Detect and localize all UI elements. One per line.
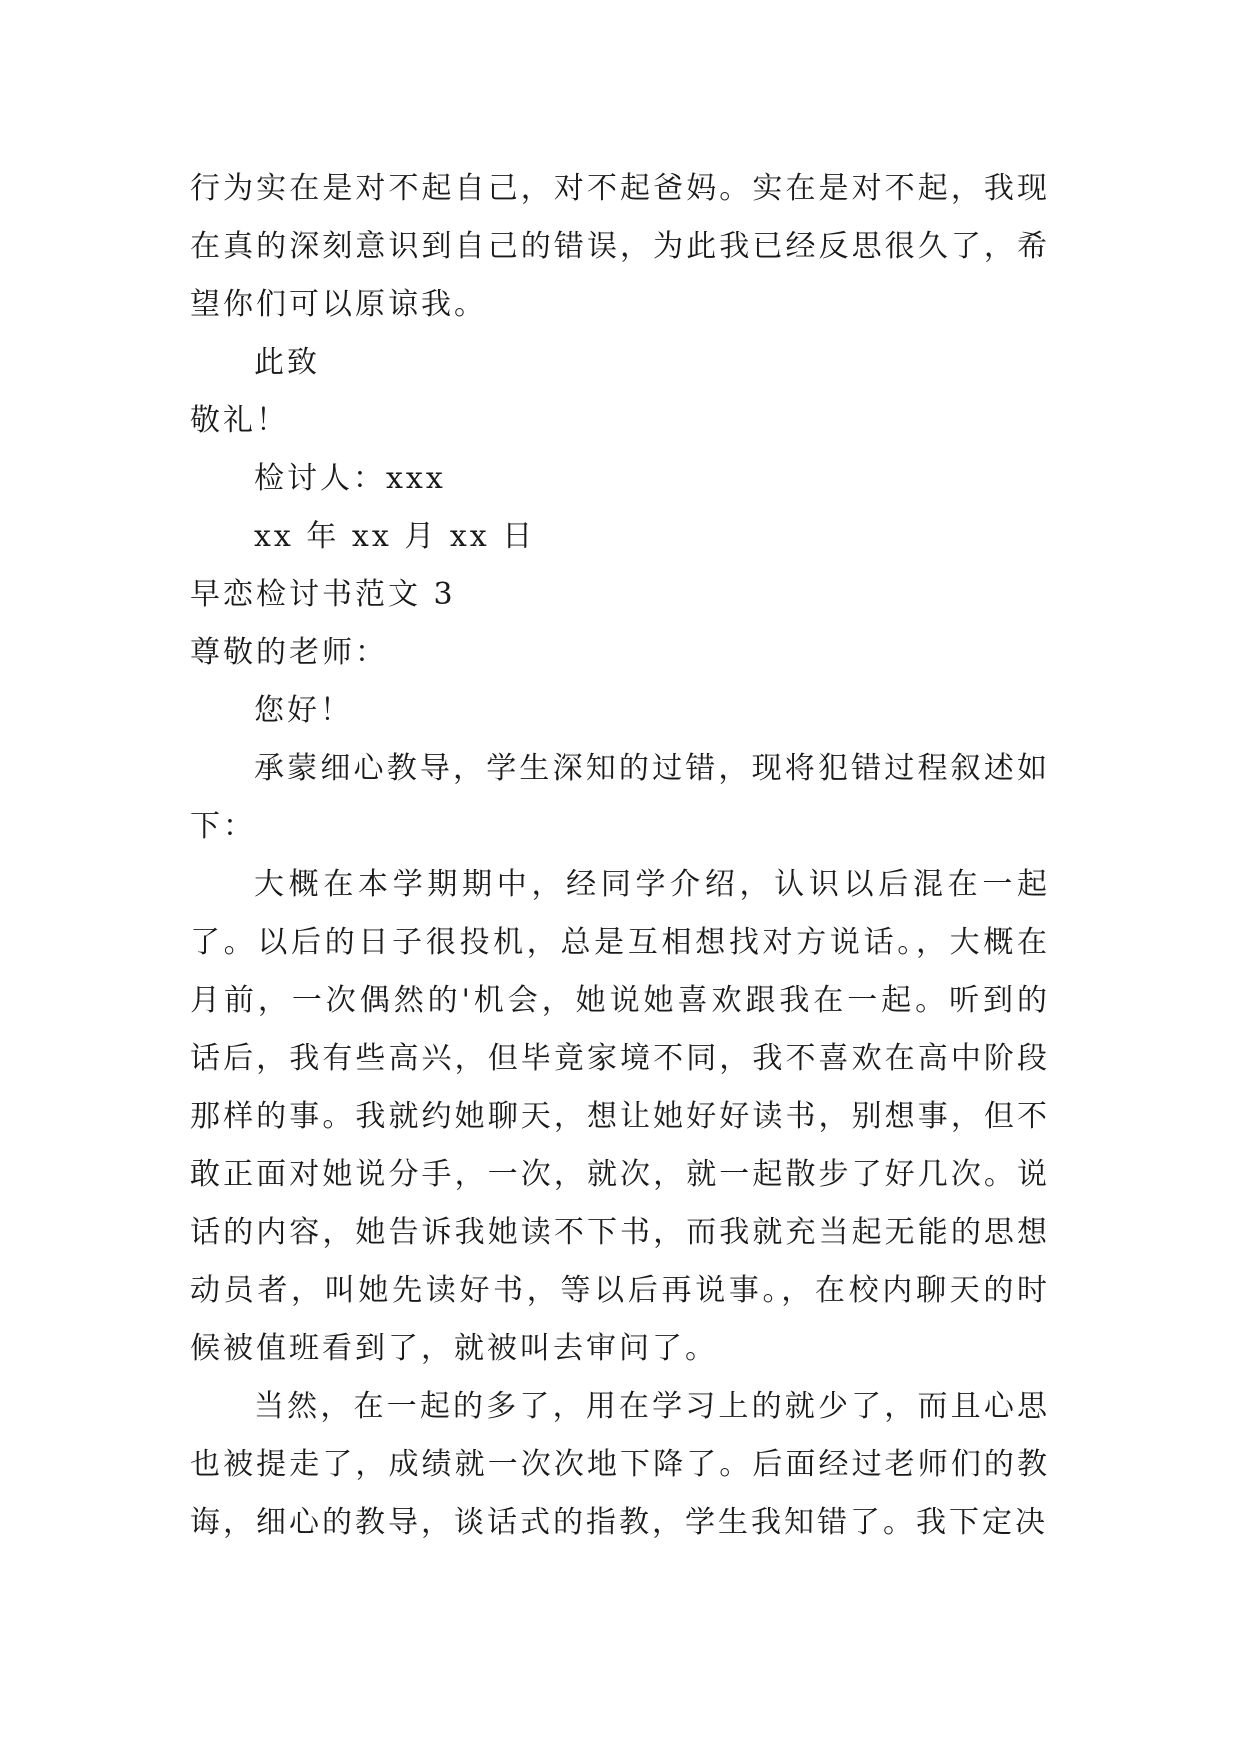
greeting-hello: 您好！ — [254, 693, 353, 728]
paragraph-apology-continued: 行为实在是对不起自己，对不起爸妈。实在是对不起，我现在真的深刻意识到自己的错误，为此我已经反思很久了，希望你们可以原谅我。 — [190, 171, 1050, 322]
closing-salutation: 此致 — [254, 345, 320, 380]
signature-date: xx 年 xx 月 xx 日 — [254, 519, 536, 554]
signature-name: 检讨人：xxx — [254, 461, 446, 496]
closing-respect: 敬礼！ — [190, 403, 289, 438]
paragraph-intro: 承蒙细心教导，学生深知的过错，现将犯错过程叙述如下： — [190, 751, 1050, 844]
document-page — [190, 160, 1050, 1552]
paragraph-reflection: 当然，在一起的多了，用在学习上的就少了，而且心思也被提走了，成绩就一次次地下降了。后面经过老师们的教诲，细心的教导，谈话式的指教，学生我知错了。我下定决 — [190, 1389, 1050, 1540]
greeting-recipient: 尊敬的老师： — [190, 635, 388, 670]
section-title: 早恋检讨书范文 3 — [190, 577, 456, 612]
paragraph-story: 大概在本学期期中，经同学介绍，认识以后混在一起了。以后的日子很投机，总是互相想找对方说话。，大概在月前，一次偶然的'机会，她说她喜欢跟我在一起。听到的话后，我有些高兴，但毕竟家境不同，我不喜欢在高中阶段那样的事。我就约她聊天，想让她好好读书，别想事，但不敢正面对她说分手，一次，就次，就一起散步了好几次。说话的内容，她告诉我她读不下书，而我就充当起无能的思想动员者，叫她先读好书，等以后再说事。，在校内聊天的时候被值班看到了，就被叫去审问了。 — [190, 867, 1050, 1366]
